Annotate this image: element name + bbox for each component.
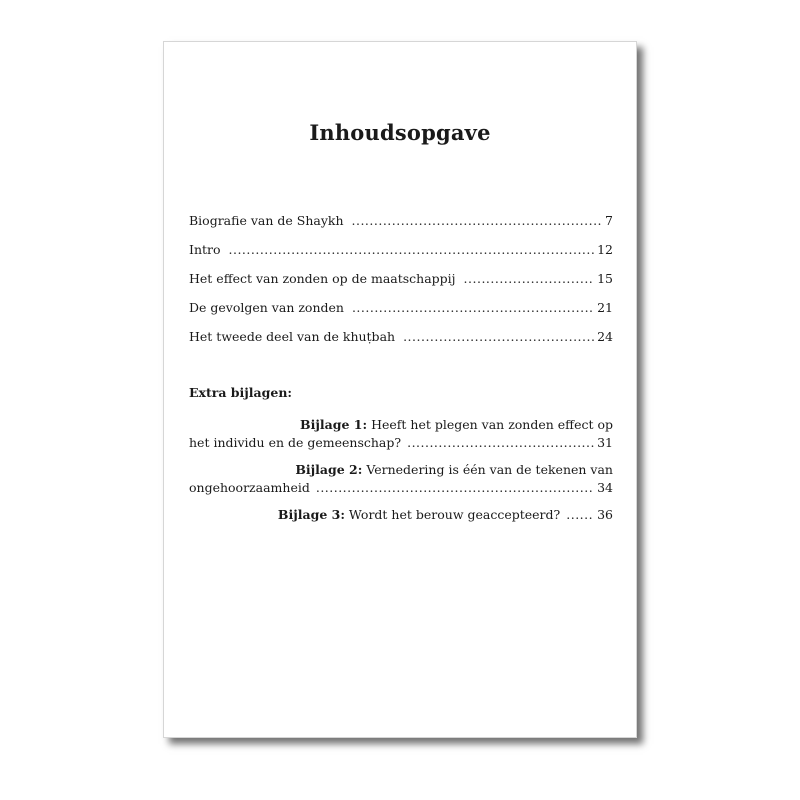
- appendix-prefix: Bijlage 2:: [295, 462, 363, 477]
- toc-entry-label: Het tweede deel van de khuṭbah: [189, 329, 396, 344]
- book-page: [163, 41, 637, 738]
- appendix-section: [189, 385, 613, 534]
- appendix-title-continuation: ongehoorzaamheid: [189, 480, 310, 495]
- toc-entry-page: 21: [597, 300, 613, 315]
- page-title: Inhoudsopgave: [309, 120, 491, 145]
- toc-entry[interactable]: [189, 329, 613, 358]
- dot-leader: [352, 300, 594, 315]
- appendix-page: 34: [597, 480, 613, 495]
- toc-entry[interactable]: [189, 271, 613, 300]
- appendix-title-line: [189, 507, 613, 526]
- toc-entry[interactable]: [189, 242, 613, 271]
- toc-entry-page: 12: [597, 242, 613, 257]
- appendix-heading: Extra bijlagen:: [189, 385, 293, 400]
- appendix-title: Wordt het berouw geaccepteerd?: [348, 507, 561, 522]
- dot-leader: [464, 271, 595, 286]
- dot-leader: [407, 435, 594, 450]
- toc-entry[interactable]: [189, 300, 613, 329]
- dot-leader: [352, 213, 603, 228]
- toc-entry-label: De gevolgen van zonden: [189, 300, 344, 315]
- toc-entry-label: Biografie van de Shaykh: [189, 213, 344, 228]
- appendix-prefix: Bijlage 3:: [277, 507, 345, 522]
- appendix-title: Vernedering is één van de tekenen van: [366, 462, 613, 477]
- appendix-continuation-line: [189, 480, 613, 499]
- dot-leader: [403, 329, 594, 344]
- appendix-continuation-line: [189, 435, 613, 454]
- appendix-entry[interactable]: [189, 417, 613, 454]
- appendix-entry[interactable]: [189, 507, 613, 526]
- appendix-page: 31: [597, 435, 613, 450]
- appendix-title-line: [189, 417, 613, 435]
- table-of-contents: [189, 213, 613, 358]
- toc-entry-page: 7: [605, 213, 613, 228]
- toc-entry-label: Intro: [189, 242, 221, 257]
- appendix-prefix: Bijlage 1:: [300, 417, 368, 432]
- toc-entry[interactable]: [189, 213, 613, 242]
- dot-leader: [316, 480, 594, 495]
- toc-entry-label: Het effect van zonden op de maatschappij: [189, 271, 456, 286]
- appendix-page: 36: [597, 507, 613, 522]
- appendix-title-continuation: het individu en de gemeenschap?: [189, 435, 402, 450]
- dot-leader: ......: [566, 507, 594, 522]
- appendix-title: Heeft het plegen van zonden effect op: [371, 417, 613, 432]
- appendix-entry[interactable]: [189, 462, 613, 499]
- appendix-title-line: [189, 462, 613, 480]
- toc-entry-page: 15: [597, 271, 613, 286]
- dot-leader: [229, 242, 595, 257]
- toc-entry-page: 24: [597, 329, 613, 344]
